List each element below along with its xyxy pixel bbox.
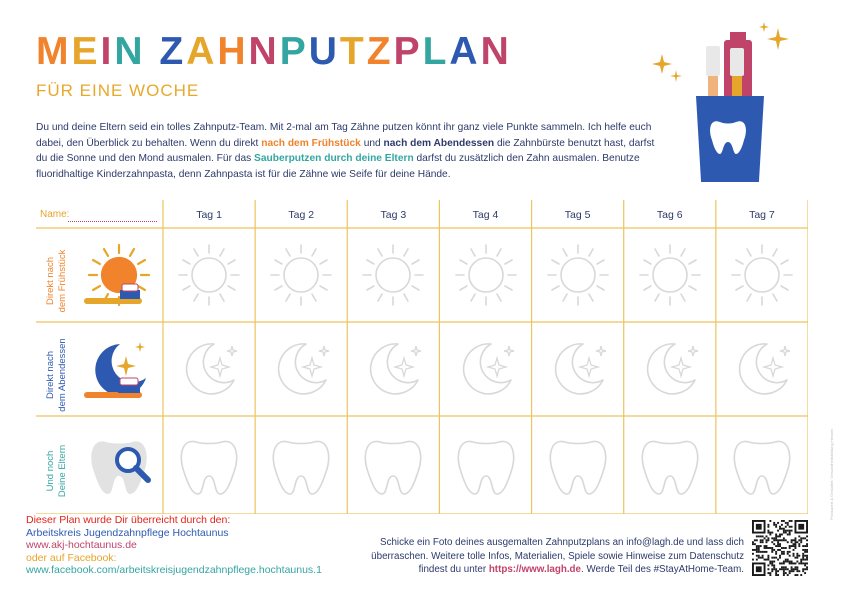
footer-info-text: Schicke ein Foto deines ausgemalten Zahnputzplans an info@lagh.de und lass dich überraschen. Weitere tolle Infos, Materialien, Spiele sowie Hinweise zum Datenschutz findest du unter <box>371 537 744 575</box>
title-letter: T <box>339 30 367 73</box>
footer-facebook-link[interactable]: www.facebook.com/arbeitskreisjugendzahnpflege.hochtaunus.1 <box>26 564 322 576</box>
sun-outline-icon[interactable] <box>174 240 244 310</box>
title-letter: N <box>248 30 280 73</box>
sun-outline-icon[interactable] <box>451 240 521 310</box>
qr-code[interactable] <box>752 520 808 576</box>
tooth-outline-icon[interactable] <box>727 430 797 500</box>
footer-sponsor-website-link[interactable]: www.akj-hochtaunus.de <box>26 539 137 551</box>
title-letter: U <box>308 30 340 73</box>
day-header: Tag 1 <box>196 209 222 221</box>
title-letter: A <box>449 30 481 73</box>
title-letter: M <box>36 30 72 73</box>
row-illustration-sun-icon <box>84 240 154 310</box>
intro-highlight-dinner: nach dem Abendessen <box>383 137 495 149</box>
row-label-line: Direkt nach <box>45 256 56 306</box>
footer-sponsor <box>26 514 322 577</box>
row-label-line: Und noch <box>45 450 56 492</box>
day-header: Tag 4 <box>472 209 499 221</box>
sun-outline-icon[interactable] <box>358 240 428 310</box>
day-header: Tag 2 <box>288 209 315 221</box>
moon-outline-icon[interactable] <box>266 334 336 404</box>
title-letter: Z <box>159 30 187 73</box>
title-letter: L <box>422 30 450 73</box>
day-header: Tag 3 <box>380 209 407 221</box>
name-label: Name: <box>40 209 70 220</box>
intro-text <box>36 120 656 182</box>
moon-outline-icon[interactable] <box>358 334 428 404</box>
day-header: Tag 7 <box>749 209 775 221</box>
row-label <box>45 421 71 521</box>
row-label <box>45 231 71 331</box>
sun-outline-icon[interactable] <box>727 240 797 310</box>
toothbrush-plan-table <box>36 200 808 514</box>
row-label-line: Deine Eltern <box>57 444 68 498</box>
day-header: Tag 5 <box>564 209 591 221</box>
row-label-line: dem Frühstück <box>57 249 68 313</box>
title-letter: Z <box>366 30 394 73</box>
row-label-line: dem Abendessen <box>57 338 68 412</box>
tooth-outline-icon[interactable] <box>358 430 428 500</box>
intro-part: darfst du zusätzlich den Zahn ausmalen. Benutze fluoridhaltige Kinderzahnpasta, denn Zahnpasta ist für die Zähne wie Seife für deine Hände. <box>36 153 640 180</box>
sun-outline-icon[interactable] <box>266 240 336 310</box>
moon-outline-icon[interactable] <box>635 334 705 404</box>
intro-part: die Zahnbürste benutzt hast, darfst du die Sonne und den Mond ausmalen. Für das <box>36 137 655 164</box>
tooth-outline-icon[interactable] <box>635 430 705 500</box>
row-label <box>45 325 71 425</box>
row-label-line: Direkt nach <box>45 350 56 400</box>
title-letter: I <box>100 30 115 73</box>
side-credit: Produziert & Gestaltet: Gesundheitsbildung Hessen <box>829 428 834 520</box>
page-title <box>36 30 512 74</box>
title-letter: N <box>114 30 146 73</box>
footer-lagh-link[interactable]: https://www.lagh.de <box>488 564 581 575</box>
tooth-outline-icon[interactable] <box>543 430 613 500</box>
name-field[interactable] <box>68 221 157 222</box>
title-letter: N <box>480 30 512 73</box>
toothbrush-cup-illustration <box>650 22 800 182</box>
moon-outline-icon[interactable] <box>174 334 244 404</box>
footer-info <box>362 536 744 577</box>
footer-sponsor-heading: Dieser Plan wurde Dir überreicht durch den: <box>26 514 231 526</box>
sun-outline-icon[interactable] <box>543 240 613 310</box>
moon-outline-icon[interactable] <box>727 334 797 404</box>
page-subtitle: FÜR EINE WOCHE <box>36 81 200 100</box>
title-letter: H <box>217 30 249 73</box>
intro-part: und <box>360 137 384 149</box>
title-letter <box>146 30 160 73</box>
footer-sponsor-org: Arbeitskreis Jugendzahnpflege Hochtaunus <box>26 526 229 539</box>
tooth-outline-icon[interactable] <box>266 430 336 500</box>
title-letter: A <box>186 30 218 73</box>
tooth-outline-icon[interactable] <box>451 430 521 500</box>
title-letter: P <box>279 30 309 73</box>
row-illustration-tooth-icon <box>84 430 154 500</box>
moon-outline-icon[interactable] <box>543 334 613 404</box>
footer-facebook-label: oder auf Facebook: <box>26 551 117 564</box>
day-header: Tag 6 <box>656 209 683 221</box>
moon-outline-icon[interactable] <box>451 334 521 404</box>
sun-outline-icon[interactable] <box>635 240 705 310</box>
intro-highlight-breakfast: nach dem Frühstück <box>261 137 361 149</box>
title-letter: E <box>71 30 101 73</box>
title-letter: P <box>393 30 423 73</box>
intro-part: Du und deine Eltern seid ein tolles Zahnputz-Team. Mit 2-mal am Tag Zähne putzen könnt ihr ganz viele Punkte sammeln. Ich helfe euch dabei, den Überblick zu behalten. Wenn du direkt <box>36 122 652 149</box>
tooth-outline-icon[interactable] <box>174 430 244 500</box>
intro-highlight-parents: Sauberputzen durch deine Eltern <box>254 153 414 164</box>
row-illustration-moon-icon <box>84 334 154 404</box>
footer-info-text: . Werde Teil des #StayAtHome-Team. <box>581 564 744 575</box>
